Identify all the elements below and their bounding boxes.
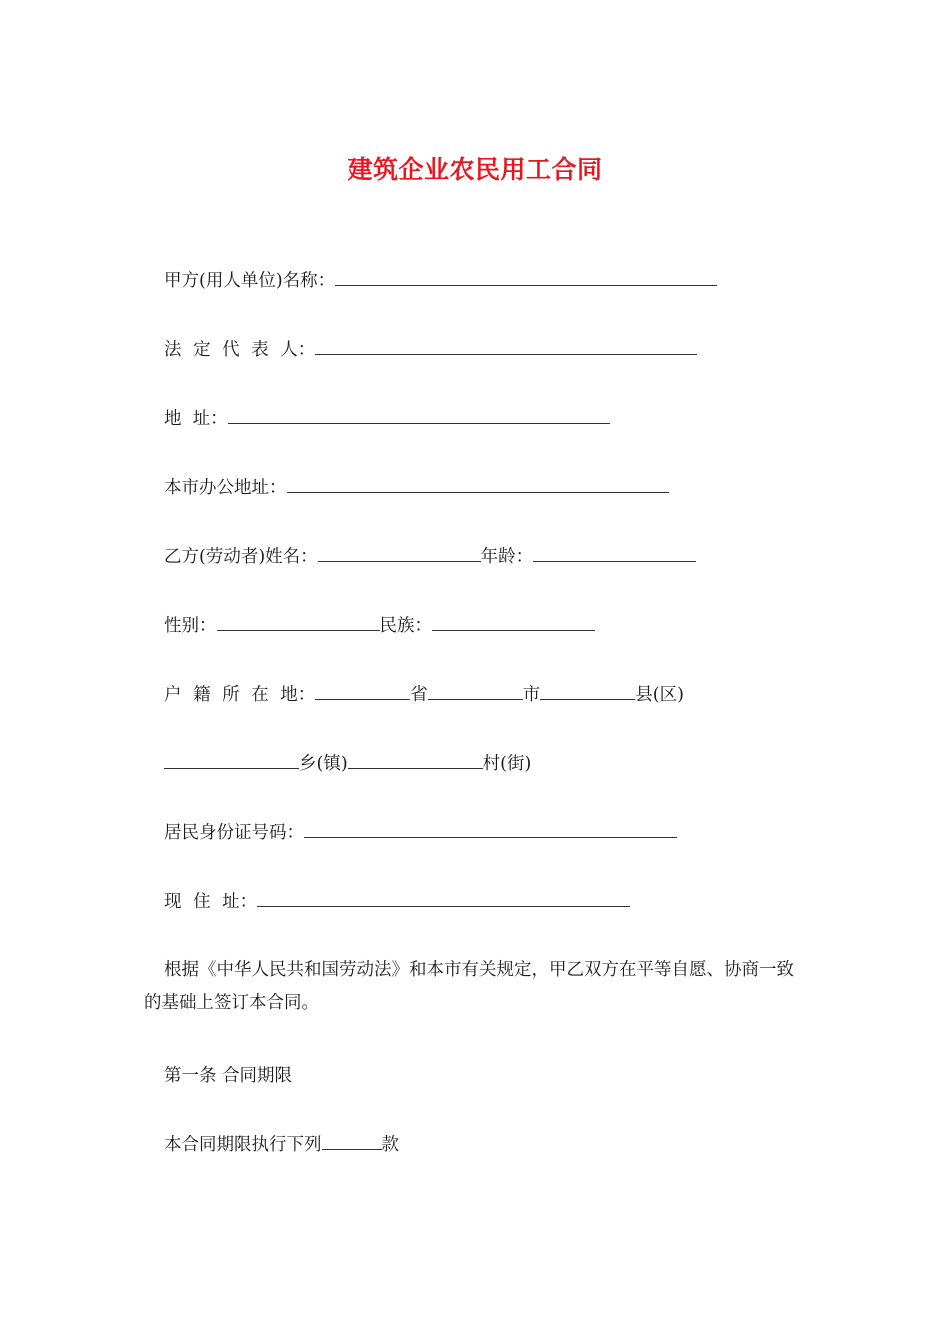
id-number-row (164, 820, 677, 845)
ethnicity-field[interactable] (432, 613, 595, 631)
current-address-field[interactable] (257, 889, 630, 907)
preamble-paragraph: 根据《中华人民共和国劳动法》和本市有关规定，甲乙双方在平等自愿、协商一致的基础上签订本合同。 (144, 960, 794, 1013)
article1-clause-field[interactable] (322, 1132, 382, 1150)
document-title: 建筑企业农民用工合同 (347, 155, 603, 184)
town-field[interactable] (164, 751, 299, 769)
province-label: 省 (410, 685, 428, 705)
party-a-name-label: 甲方(用人单位)名称： (164, 271, 336, 291)
province-field[interactable] (315, 682, 410, 700)
current-address-row (164, 889, 630, 914)
age-field[interactable] (533, 544, 696, 562)
party-b-name-label: 乙方(劳动者)姓名： (164, 547, 318, 567)
legal-rep-field[interactable] (315, 337, 697, 355)
household-label: 户 籍 所 在 地： (164, 685, 316, 705)
household-row (164, 682, 684, 707)
id-number-field[interactable] (304, 820, 677, 838)
address-label: 地 址： (164, 409, 228, 429)
city-label: 市 (522, 685, 541, 705)
office-address-row (164, 475, 669, 500)
city-field[interactable] (428, 682, 523, 700)
gender-row (164, 613, 595, 638)
town-label: 乡(镇) (299, 754, 348, 774)
article1-row (164, 1132, 399, 1157)
id-number-label: 居民身份证号码： (164, 823, 304, 843)
address-row (164, 406, 610, 431)
legal-rep-row (164, 337, 697, 362)
village-field[interactable] (348, 751, 483, 769)
office-address-label: 本市办公地址： (164, 478, 287, 498)
gender-field[interactable] (217, 613, 380, 631)
age-label: 年龄： (480, 547, 534, 567)
party-b-row (164, 544, 696, 569)
county-field[interactable] (540, 682, 635, 700)
party-b-name-field[interactable] (318, 544, 481, 562)
address-field[interactable] (228, 406, 610, 424)
county-label: 县(区) (635, 685, 684, 705)
article1-text: 本合同期限执行下列 (164, 1135, 322, 1155)
town-village-row (164, 751, 531, 776)
article1-heading: 第一条 合同期限 (164, 1066, 293, 1086)
article1-suffix: 款 (381, 1135, 399, 1155)
legal-rep-label: 法 定 代 表 人： (164, 340, 316, 360)
office-address-field[interactable] (287, 475, 669, 493)
party-a-name-field[interactable] (335, 268, 717, 286)
village-label: 村(街) (482, 754, 532, 774)
ethnicity-label: 民族： (379, 616, 432, 636)
current-address-label: 现 住 址： (164, 892, 258, 912)
party-a-name-row (164, 268, 717, 293)
gender-label: 性别： (164, 616, 217, 636)
